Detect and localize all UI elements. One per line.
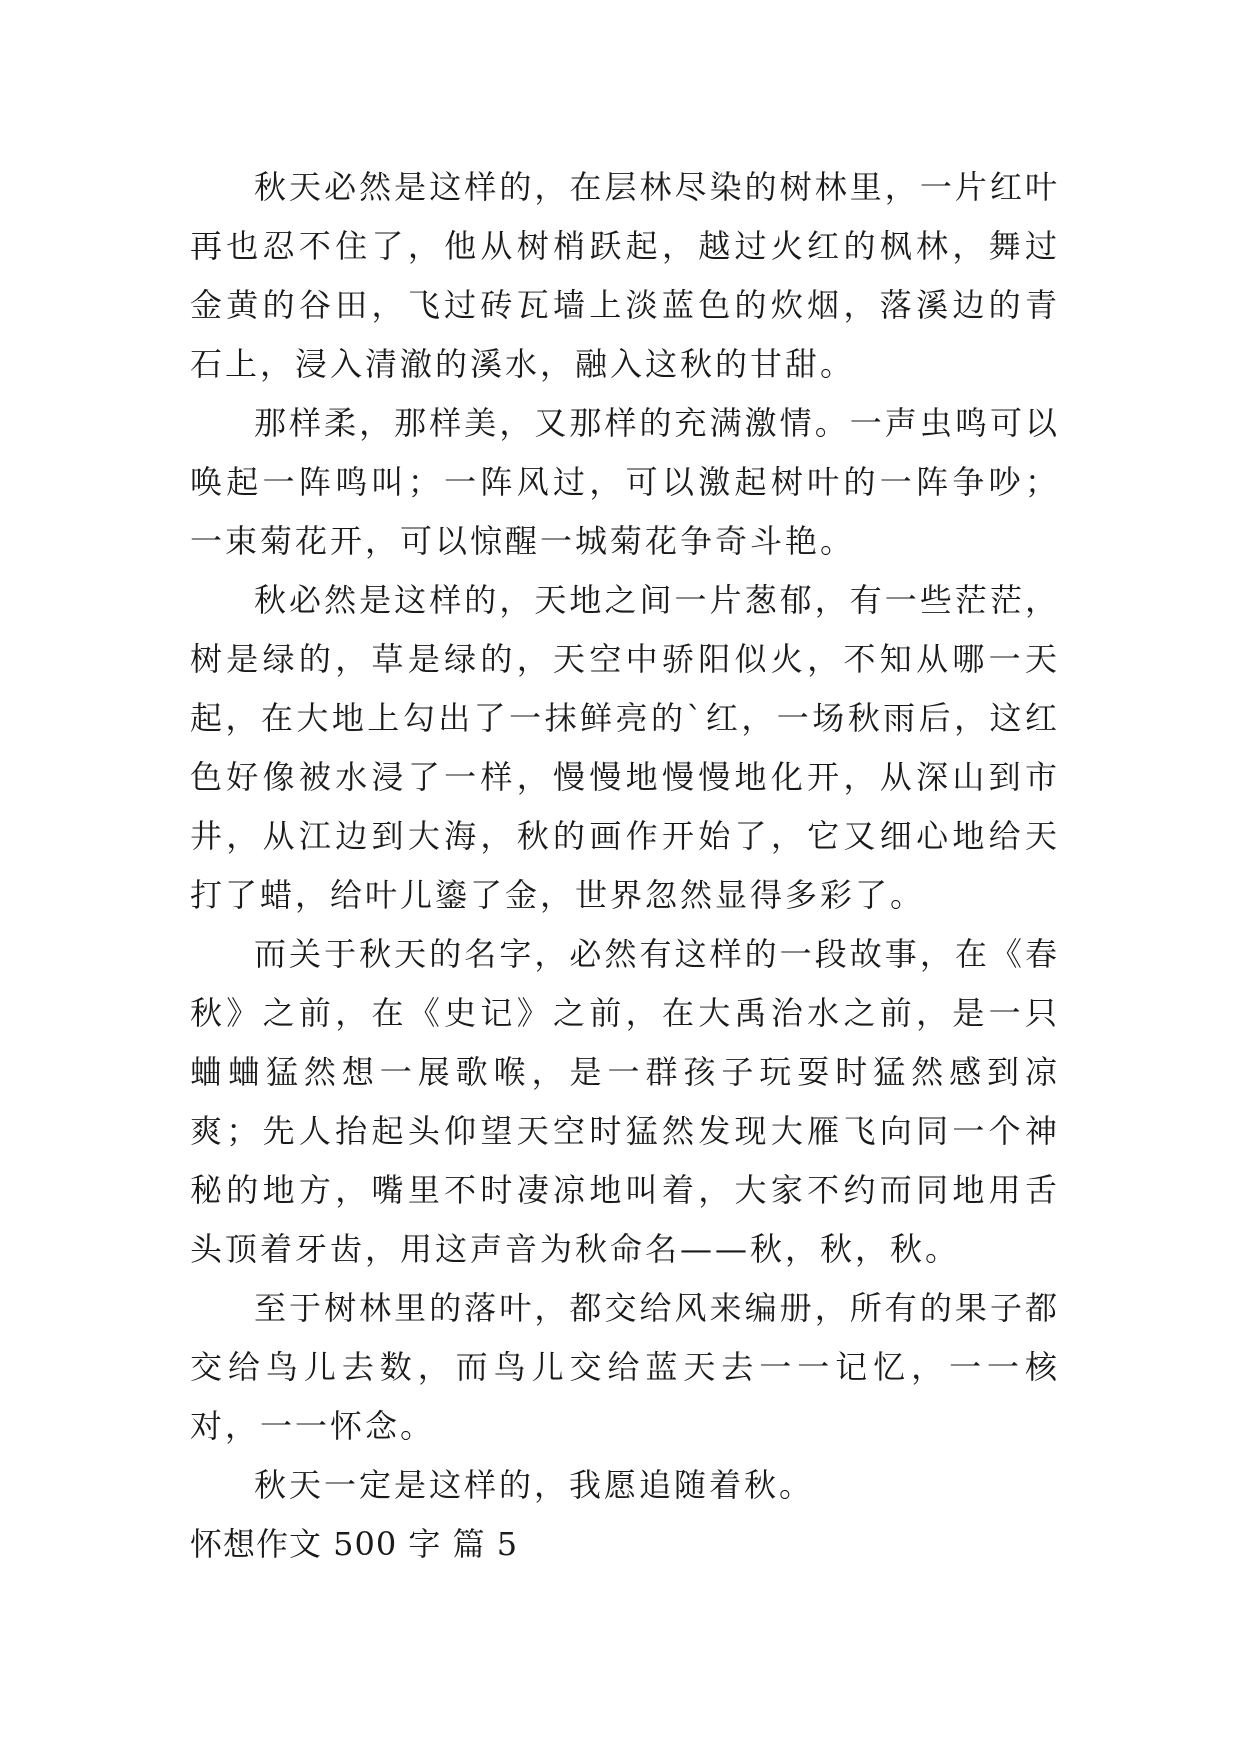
paragraph-1: 秋天必然是这样的，在层林尽染的树林里，一片红叶再也忍不住了，他从树梢跃起，越过火红的枫林，舞过金黄的谷田，飞过砖瓦墙上淡蓝色的炊烟，落溪边的青石上，浸入清澈的溪水，融入这秋的甘甜。 — [190, 168, 1060, 383]
paragraph-4: 而关于秋天的名字，必然有这样的一段故事，在《春秋》之前，在《史记》之前，在大禹治水之前，是一只蛐蛐猛然想一展歌喉，是一群孩子玩耍时猛然感到凉爽；先人抬起头仰望天空时猛然发现大雁飞向同一个神秘的地方，嘴里不时凄凉地叫着，大家不约而同地用舌头顶着牙齿，用这声音为秋命名——秋，秋，秋。 — [190, 935, 1060, 1268]
document-body — [190, 158, 1060, 1574]
paragraph-3: 秋必然是这样的，天地之间一片葱郁，有一些茫茫，树是绿的，草是绿的，天空中骄阳似火，不知从哪一天起，在大地上勾出了一抹鲜亮的`红，一场秋雨后，这红色好像被水浸了一样，慢慢地慢慢地化开，从深山到市井，从江边到大海，秋的画作开始了，它又细心地给天打了蜡，给叶儿鎏了金，世界忽然显得多彩了。 — [190, 581, 1060, 914]
paragraph-6: 秋天一定是这样的，我愿追随着秋。 — [254, 1466, 815, 1504]
paragraph-5: 至于树林里的落叶，都交给风来编册，所有的果子都交给鸟儿去数，而鸟儿交给蓝天去一一记忆，一一核对，一一怀念。 — [190, 1289, 1060, 1445]
section-heading: 怀想作文 500 字 篇 5 — [190, 1525, 519, 1563]
paragraph-2: 那样柔，那样美，又那样的充满激情。一声虫鸣可以唤起一阵鸣叫；一阵风过，可以激起树叶的一阵争吵；一束菊花开，可以惊醒一城菊花争奇斗艳。 — [190, 404, 1060, 560]
